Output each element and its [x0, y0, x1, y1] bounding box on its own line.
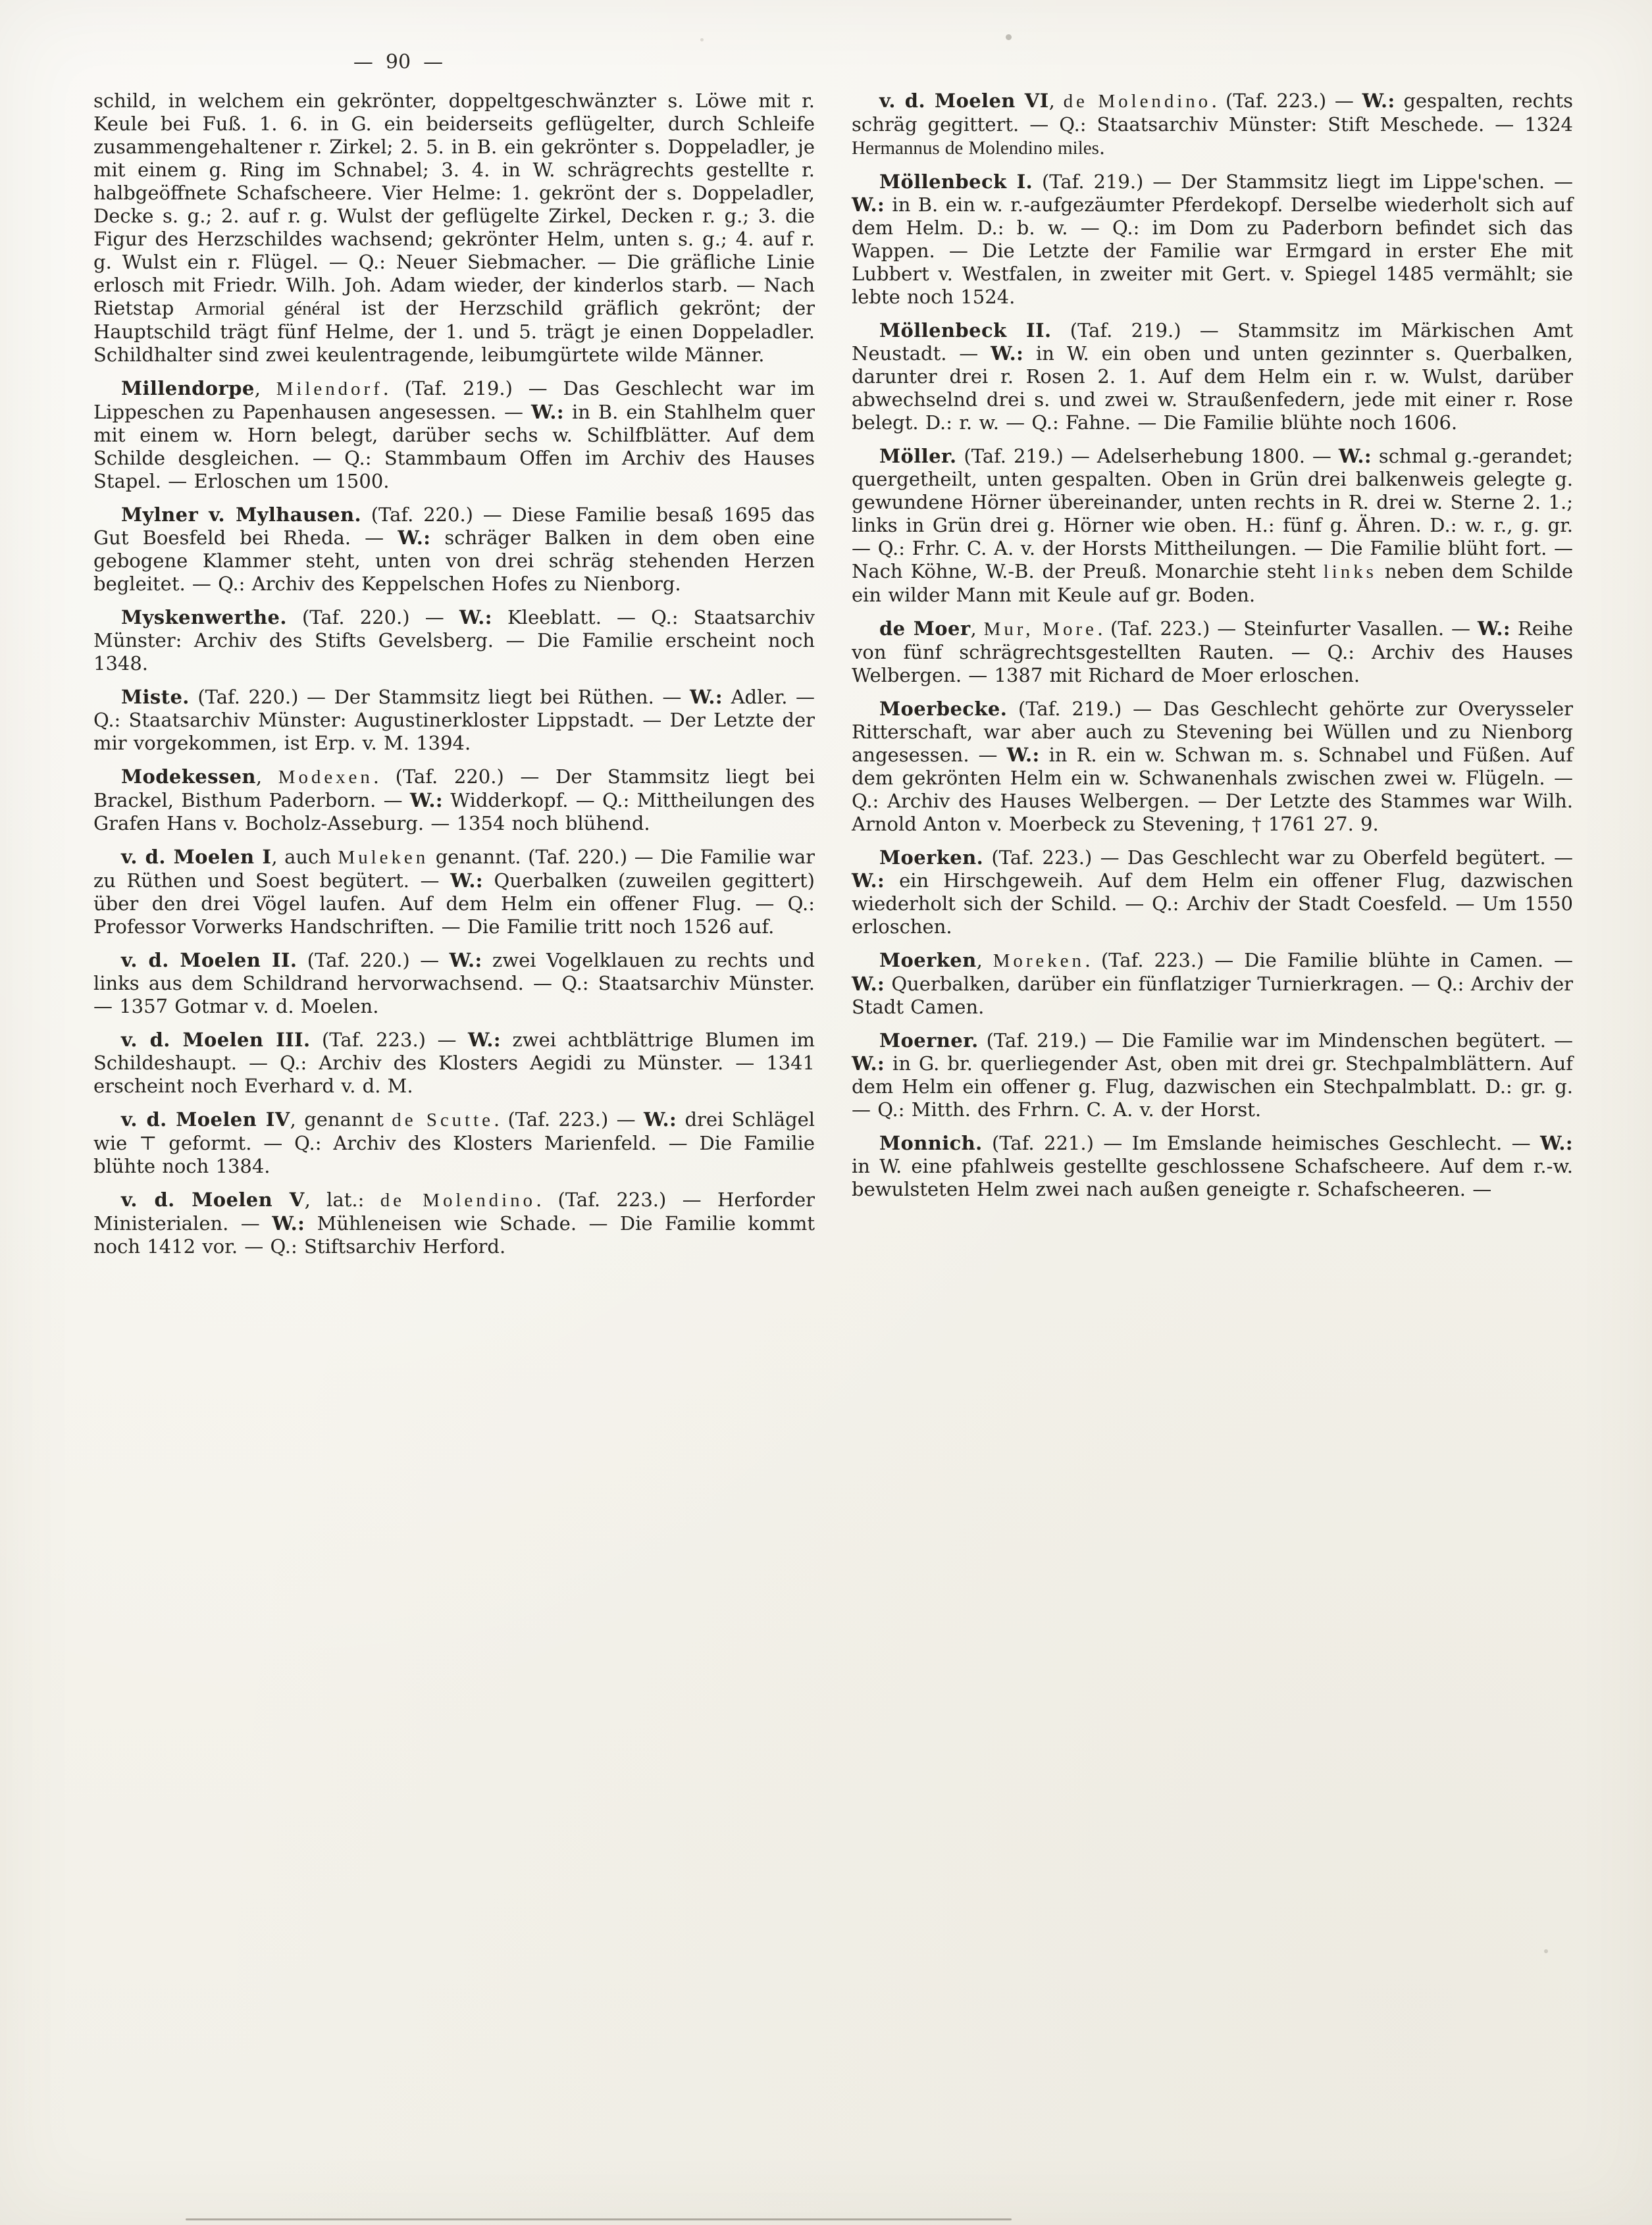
scan-speck: [1544, 1949, 1548, 1953]
entry-name-bold: Moerner.: [879, 1029, 979, 1052]
entry-name-bold: W.:: [1006, 744, 1040, 766]
entry-text: in W. ein oben und unten gezinnter s. Querbalken, darunter drei r. Rosen 2. 1. Auf dem Helm ein r. w. Wulst, darüber abwechselnd drei s. und zwei w. Straußenfedern, jede mit einer r. Rose belegt. D.: r. w. — Q.: Fahne. — Die Familie blühte noch 1606.: [852, 342, 1573, 434]
entry-paragraph: [852, 319, 1573, 434]
entry-paragraph: [93, 90, 815, 367]
entry-name-bold: v. d. Moelen I: [121, 846, 272, 868]
entry-text: . (Taf. 223.) —: [493, 1108, 644, 1131]
entry-text: Reihe von fünf schrägrechtsgestellten Rauten. — Q.: Archiv des Hauses Welbergen. — 1387 mit Richard de Moer erloschen.: [852, 617, 1573, 686]
entry-name-bold: W.:: [852, 869, 885, 892]
entry-text: ,: [976, 949, 993, 971]
entry-name-bold: Monnich.: [879, 1132, 983, 1154]
entry-text: (Taf. 223.) — Das Geschlecht war zu Oberfeld begütert. —: [983, 846, 1573, 869]
entry-text: Kleeblatt. — Q.: Staatsarchiv Münster: Archiv des Stifts Gevelsberg. — Die Familie erscheint noch 1348.: [93, 606, 815, 675]
entry-paragraph: [852, 445, 1573, 607]
entry-text: (Taf. 220.) — Der Stammsitz liegt bei Rüthen. —: [189, 686, 690, 708]
entry-text: Querbalken (zuweilen gegittert) über den drei Vögel laufen. Auf dem Helm ein offener Flug. — Q.: Professor Vorwerks Handschriften. — Die Familie tritt noch 1526 auf.: [93, 869, 815, 938]
entry-name-bold: de Moer: [879, 617, 971, 640]
entry-paragraph: [852, 846, 1573, 938]
entry-text: zwei Vogelklauen zu rechts und links aus dem Schildrand hervorwachsend. — Q.: Staatsarchiv Münster. — 1357 Gotmar v. d. Moelen.: [93, 949, 815, 1017]
entry-name-bold: Modekessen: [121, 765, 256, 788]
entry-name-bold: W.:: [1477, 617, 1510, 640]
entry-text: . (Taf. 219.) — Das Geschlecht war im Lippeschen zu Papenhausen angesessen. —: [93, 377, 815, 423]
entry-text: Adler. — Q.: Staatsarchiv Münster: Augustinerkloster Lippstadt. — Der Letzte der mir vorgekommen, ist Erp. v. M. 1394.: [93, 686, 815, 754]
entry-paragraph: [852, 1132, 1573, 1201]
entry-paragraph: [93, 765, 815, 835]
entry-name-bold: Moerken.: [879, 846, 984, 869]
entry-text: . (Taf. 223.) — Herforder Ministerialen. —: [93, 1189, 815, 1235]
entry-name-bold: v. d. Moelen IV: [121, 1108, 290, 1131]
entry-name-bold: v. d. Moelen III.: [121, 1029, 311, 1051]
entry-name-bold: W.:: [1362, 90, 1395, 112]
entry-name-bold: Miste.: [121, 686, 190, 708]
entry-text: . (Taf. 223.) — Die Familie blühte in Camen. —: [1084, 949, 1574, 971]
entry-paragraph: [852, 90, 1573, 160]
entry-text: (Taf. 220.) —: [286, 606, 459, 628]
entry-name-bold: Möller.: [879, 445, 957, 467]
entry-text: schräger Balken in dem oben eine gebogene Klammer steht, unten von drei schräg stehenden Herzen begleitet. — Q.: Archiv des Keppelschen Hofes zu Nienborg.: [93, 526, 815, 595]
entry-paragraph: [93, 1108, 815, 1178]
entry-name-bold: Moerken: [879, 949, 977, 971]
entry-text: ,: [255, 765, 278, 788]
entry-text: ,: [970, 617, 984, 640]
entry-text: (Taf. 219.) — Das Geschlecht gehörte zur Overysseler Ritterschaft, war aber auch zu Stevening bei Wüllen und zu Nienborg angesessen. —: [852, 698, 1573, 766]
entry-text: de Molendino: [380, 1190, 536, 1211]
entry-text: de Molendino: [1063, 91, 1212, 112]
entry-text: in W. eine pfahlweis gestellte geschlossene Schafscheere. Auf dem r.-w. bewulsteten Helm zwei nach außen geneigte r. Schafscheeren. —: [852, 1155, 1573, 1200]
entry-text: in B. ein w. r.-aufgezäumter Pferdekopf. Derselbe wiederholt sich auf dem Helm. D.: b. w. — Q.: im Dom zu Paderborn befindet sich das Wappen. — Die Letzte der Familie war Ermgard in erster Ehe mit Lubbert v. Westfalen, in zweiter mit Gert. v. Spiegel 1485 vermählt; sie lebte noch 1524.: [852, 193, 1573, 308]
entry-text: , lat.:: [304, 1189, 380, 1211]
entry-text: Muleken: [338, 847, 429, 868]
entry-text: Mur, More: [983, 619, 1097, 640]
entry-name-bold: Möllenbeck I.: [879, 170, 1033, 193]
entry-text: in B. ein Stahlhelm quer mit einem w. Horn belegt, darüber sechs w. Schilfblätter. Auf dem Schilde desgleichen. — Q.: Stammbaum Offen im Archiv des Hauses Stapel. — Erloschen um 1500.: [93, 401, 815, 492]
entry-paragraph: [93, 949, 815, 1018]
entry-text: genannt. (Taf. 220.) — Die Familie war zu Rüthen und Soest begütert. —: [93, 846, 815, 892]
entry-text: ,: [254, 377, 276, 399]
entry-text: neben dem Schilde ein wilder Mann mit Keule auf gr. Boden.: [852, 560, 1573, 606]
entry-paragraph: [93, 846, 815, 938]
entry-name-bold: W.:: [398, 526, 431, 549]
entry-text: . (Taf. 220.) — Der Stammsitz liegt bei Brackel, Bisthum Paderborn. —: [93, 765, 815, 811]
entry-text: , genannt: [290, 1108, 392, 1131]
entry-name-bold: v. d. Moelen V: [121, 1189, 305, 1211]
entry-text: (Taf. 221.) — Im Emslande heimisches Geschlecht. —: [982, 1132, 1540, 1154]
entry-name-bold: Myskenwerthe.: [121, 606, 287, 628]
entry-text: (Taf. 220.) —: [297, 949, 450, 971]
entry-text: (Taf. 223.) —: [310, 1029, 468, 1051]
entry-text: Hermannus de Molendino miles: [852, 138, 1099, 159]
entry-text: ein Hirschgeweih. Auf dem Helm ein offener Flug, dazwischen wiederholt sich der Schild. — Q.: Archiv der Stadt Coesfeld. — Um 1550 erloschen.: [852, 869, 1573, 938]
entry-text: in R. ein w. Schwan m. s. Schnabel und Füßen. Auf dem gekrönten Helm ein w. Schwanenhals zwischen zwei w. Flügeln. — Q.: Archiv des Hauses Welbergen. — Der Letzte des Stammes war Wilh. Arnold Anton v. Moerbeck zu Stevening, † 1761 27. 9.: [852, 744, 1573, 835]
entry-paragraph: [93, 1189, 815, 1258]
entry-name-bold: W.:: [852, 973, 885, 995]
entry-name-bold: Möllenbeck II.: [879, 319, 1052, 342]
entry-name-bold: W.:: [852, 193, 885, 216]
entry-text: Widderkopf. — Q.: Mittheilungen des Grafen Hans v. Bocholz-Asseburg. — 1354 noch blühend.: [93, 789, 815, 834]
entry-name-bold: W.:: [272, 1212, 305, 1235]
entry-text: zwei achtblättrige Blumen im Schildeshaupt. — Q.: Archiv des Klosters Aegidi zu Münster. — 1341 erscheint noch Everhard v. d. M.: [93, 1029, 815, 1097]
entry-text: Armorial général: [194, 298, 341, 319]
entry-paragraph: [93, 606, 815, 675]
entry-text: ,: [1048, 90, 1064, 112]
entry-name-bold: v. d. Moelen II.: [121, 949, 297, 971]
entry-paragraph: [852, 170, 1573, 309]
entry-name-bold: W.:: [991, 342, 1024, 365]
page-number: — 90 —: [353, 51, 444, 74]
entry-text: Moreken: [993, 950, 1085, 971]
entry-text: (Taf. 219.) — Der Stammsitz liegt im Lippe'schen. —: [1033, 170, 1573, 193]
entry-text: (Taf. 219.) — Adelserhebung 1800. —: [956, 445, 1339, 467]
entry-paragraph: [852, 698, 1573, 836]
entry-name-bold: W.:: [1338, 445, 1372, 467]
entry-name-bold: W.:: [644, 1108, 677, 1131]
entry-name-bold: W.:: [450, 869, 484, 892]
entry-name-bold: W.:: [530, 401, 565, 423]
entry-text: schmal g.-gerandet; quergetheilt, unten gespalten. Oben in Grün drei balkenweis gelegte g. gewundene Hörner übereinander, unten rechts in R. drei w. Sterne 2. 1.; links in Grün drei g. Hörner wie oben. H.: fünf g. Ähren. D.: w. r., g. gr. — Q.: Frhr. C. A. v. der Horsts Mittheilungen. — Die Familie blüht fort. — Nach Köhne, W.-B. der Preuß. Monarchie steht: [852, 445, 1574, 582]
entry-text: , auch: [271, 846, 338, 868]
entry-text: drei Schlägel wie ⊤ geformt. — Q.: Archiv des Klosters Marienfeld. — Die Familie blühte noch 1384.: [93, 1108, 815, 1177]
entry-name-bold: W.:: [459, 606, 492, 628]
entry-text: Mühleneisen wie Schade. — Die Familie kommt noch 1412 vor. — Q.: Stiftsarchiv Herford.: [93, 1212, 815, 1258]
entry-name-bold: W.:: [449, 949, 482, 971]
entry-name-bold: v. d. Moelen VI: [879, 90, 1049, 112]
entry-name-bold: W.:: [1539, 1132, 1573, 1154]
left-column: [93, 90, 815, 1258]
entry-text: .: [1098, 136, 1106, 159]
scan-speck: [1006, 34, 1012, 40]
entry-paragraph: [93, 503, 815, 596]
scan-speck: [700, 38, 704, 41]
entry-text: in G. br. querliegender Ast, oben mit drei gr. Stechpalmblättern. Auf dem Helm ein offener g. Flug, dazwischen ein Stechpalmblatt. D.: gr. g. — Q.: Mitth. des Frhrn. C. A. v. der Horst.: [852, 1052, 1573, 1121]
entry-text: schild, in welchem ein gekrönter, doppeltgeschwänzter s. Löwe mit r. Keule bei Fuß. 1. 6. in G. ein beiderseits geflügelter, durch Schleife zusammengehaltener r. Zirkel; 2. 5. in B. ein gekrönter s. Doppeladler, je mit einem g. Ring im Schnabel; 3. 4. in W. schrägrechts gestellte r. halbgeöffnete Schafscheere. Vier Helme: 1. gekrönt der s. Doppeladler, Decke s. g.; 2. auf r. g. Wulst der geflügelte Zirkel, Decken r. g.; 3. die Figur des Herzschildes wachsend; gekrönter Helm, unten s. g.; 4. auf r. g. Wulst ein r. Flügel. — Q.: Neuer Siebmacher. — Die gräfliche Linie erlosch mit Friedr. Wilh. Joh. Adam wieder, der kinderlos starb. — Nach Rietstap: [93, 90, 815, 319]
entry-text: gespalten, rechts schräg gegittert. — Q.: Staatsarchiv Münster: Stift Meschede. — 1324: [852, 90, 1573, 136]
entry-text: de Scutte: [392, 1110, 494, 1131]
entry-name-bold: W.:: [467, 1029, 501, 1051]
entry-paragraph: [93, 1029, 815, 1098]
entry-name-bold: W.:: [409, 789, 443, 811]
entry-text: (Taf. 219.) — Die Familie war im Mindenschen begütert. —: [978, 1029, 1573, 1052]
entry-name-bold: W.:: [689, 686, 723, 708]
entry-name-bold: Moerbecke.: [879, 698, 1008, 720]
entry-text: . (Taf. 223.) — Steinfurter Vasallen. —: [1097, 617, 1478, 640]
entry-paragraph: [852, 617, 1573, 687]
entry-text: Modexen: [278, 767, 373, 788]
entry-paragraph: [93, 686, 815, 755]
entry-text: ist der Herzschild gräflich gekrönt; der Hauptschild trägt fünf Helme, der 1. und 5. trägt je einen Doppeladler. Schildhalter sind zwei keulentragende, leibumgürtete wilde Männer.: [93, 297, 815, 366]
entry-text: (Taf. 219.) — Stammsitz im Märkischen Amt Neustadt. —: [852, 319, 1573, 365]
entry-text: (Taf. 220.) — Diese Familie besaß 1695 das Gut Boesfeld bei Rheda. —: [93, 503, 815, 549]
entry-text: Milendorf: [276, 378, 383, 399]
entry-name-bold: W.:: [852, 1052, 885, 1075]
scan-edge-artifact: [186, 2218, 1012, 2220]
right-column: [852, 90, 1573, 1258]
entry-paragraph: [93, 377, 815, 493]
entry-name-bold: Millendorpe: [121, 377, 255, 399]
entry-text: Querbalken, darüber ein fünflatziger Turnierkragen. — Q.: Archiv der Stadt Camen.: [852, 973, 1573, 1018]
entry-paragraph: [852, 949, 1573, 1019]
text-block: [93, 90, 1573, 1258]
entry-text: links: [1323, 561, 1377, 582]
entry-paragraph: [852, 1029, 1573, 1121]
entry-name-bold: Mylner v. Mylhausen.: [121, 503, 361, 526]
entry-text: . (Taf. 223.) —: [1211, 90, 1362, 112]
